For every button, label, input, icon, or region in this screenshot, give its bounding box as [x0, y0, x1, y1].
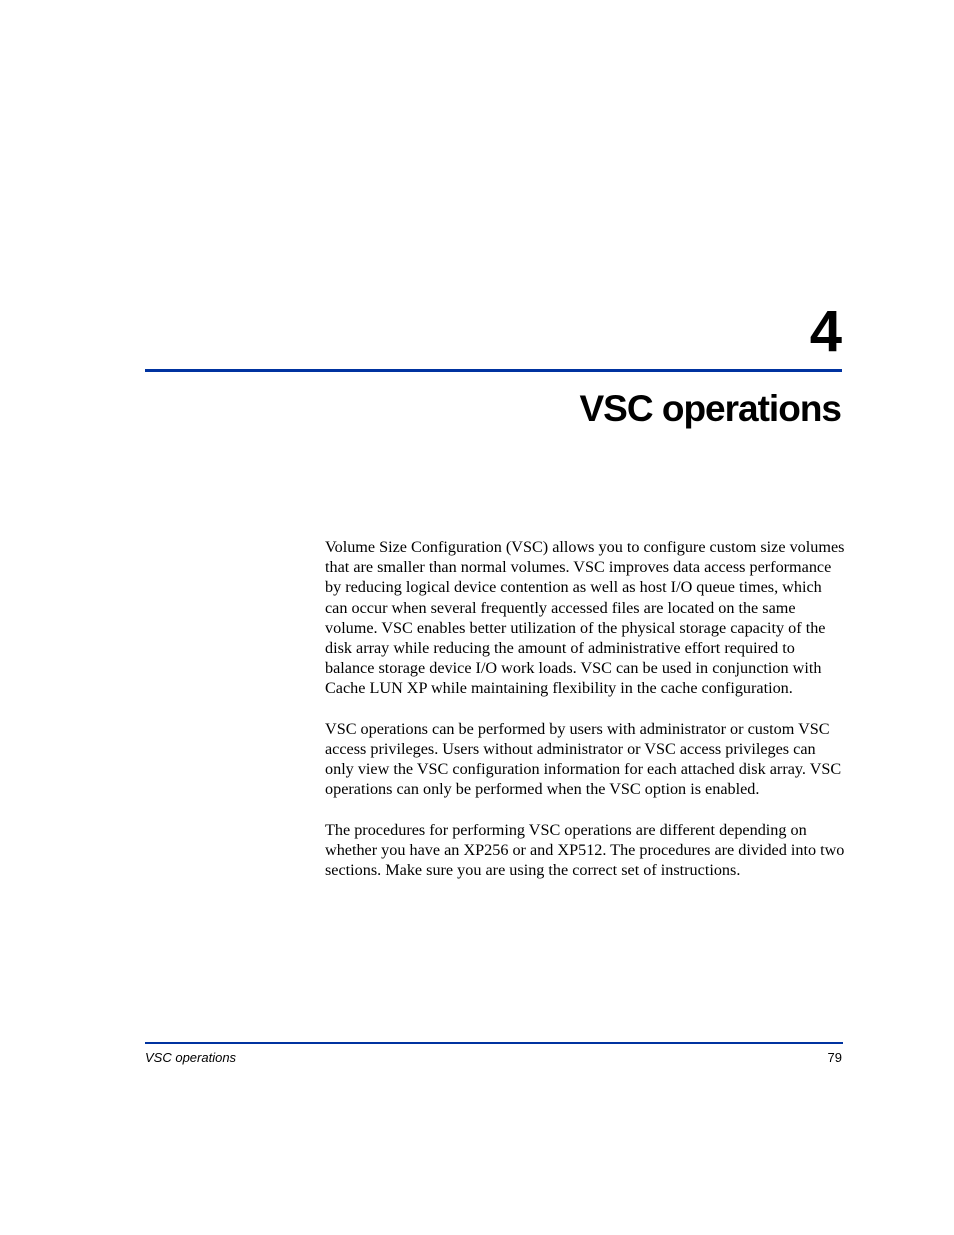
footer-page-number: 79 [827, 1050, 842, 1065]
footer-section-title: VSC operations [145, 1050, 237, 1065]
chapter-number: 4 [809, 299, 841, 364]
body-text [325, 537, 845, 901]
chapter-title: VSC operations [579, 388, 841, 429]
chapter-rule [145, 369, 842, 372]
paragraph-procedures: The procedures for performing VSC operations are different depending on whether you have an XP256 or and XP512. The procedures are divided into two sections. Make sure you are using the correct set of instructions. [325, 820, 845, 880]
footer-rule [145, 1042, 843, 1044]
paragraph-intro: Volume Size Configuration (VSC) allows you to configure custom size volumes that are smaller than normal volumes. VSC improves data access performance by reducing logical device contention as well as host I/O queue times, which can occur when several frequently accessed files are located on the same volume. VSC enables better utilization of the physical storage capacity of the disk array while reducing the amount of administrative effort required to balance storage device I/O work loads. VSC can be used in conjunction with Cache LUN XP while maintaining flexibility in the cache configuration. [325, 538, 845, 698]
paragraph-privileges: VSC operations can be performed by users with administrator or custom VSC access privileges. Users without administrator or VSC access privileges can only view the VSC configuration information for each attached disk array. VSC operations can only be performed when the VSC option is enabled. [325, 719, 842, 799]
